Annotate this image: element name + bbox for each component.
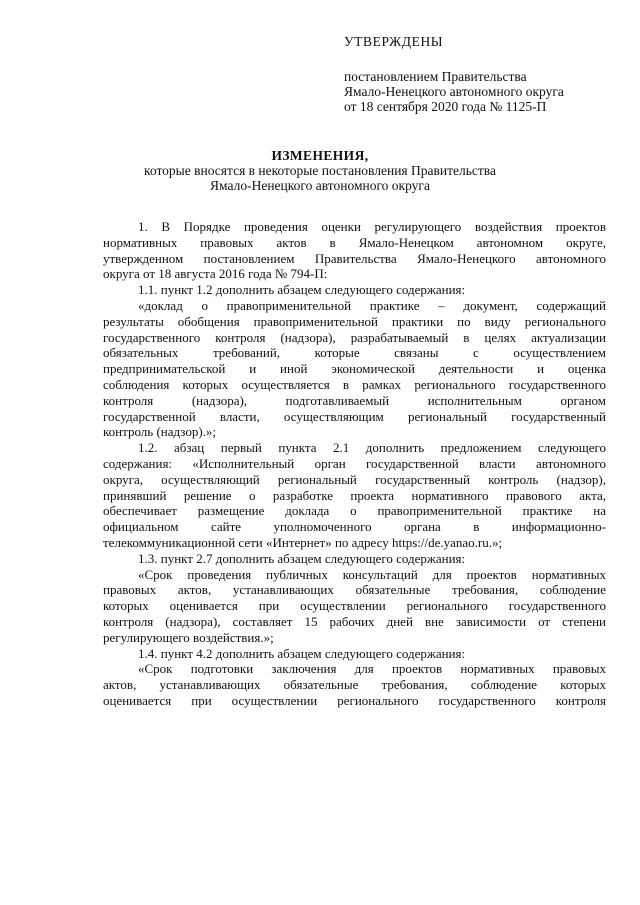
body-line: контроль (надзор).»; <box>103 424 217 440</box>
body-line: которых оценивается при осуществлении регионального государственного <box>103 598 606 614</box>
approval-stamp <box>344 34 564 114</box>
body-line: обязательных требований, которые связаны с осуществлением <box>103 345 606 361</box>
body-line: «Срок проведения публичных консультаций для проектов нормативных <box>138 566 606 582</box>
title-line: которые вносятся в некоторые постановления Правительства <box>144 163 496 178</box>
title-line: Ямало-Ненецкого автономного округа <box>210 178 430 193</box>
body-line: 1.4. пункт 4.2 дополнить абзацем следующего содержания: <box>138 645 466 661</box>
body-line: обеспечивает размещение доклада о правоприменительной практике на <box>103 503 606 519</box>
body-line: «доклад о правоприменительной практике – документ, содержащий <box>138 297 606 313</box>
body-line: актов, устанавливающих обязательные требования, соблюдение которых <box>103 677 606 693</box>
body-line: государственного контроля (надзора), разрабатываемый в целях актуализации <box>103 329 606 345</box>
title-heading: ИЗМЕНЕНИЯ, <box>271 148 369 163</box>
body-line: регулирующего воздействия.»; <box>103 629 274 645</box>
body-line: предпринимательской и иной экономической деятельности и оценка <box>103 361 606 377</box>
body-line: контроля (надзора), подготавливаемый исполнительным органом <box>103 392 606 408</box>
body-line: 1.1. пункт 1.2 дополнить абзацем следующего содержания: <box>138 282 466 298</box>
approval-line: постановлением Правительства <box>344 69 527 84</box>
body-line: официальном сайте уполномоченного органа в информационно- <box>103 519 606 535</box>
document-title <box>0 148 640 193</box>
body-line: принявший решение о разработке проекта нормативного правового акта, <box>103 487 606 503</box>
body-line: контроля (надзора), составляет 15 рабочих дней вне зависимости от степени <box>103 613 606 629</box>
body-line: нормативных правовых актов в Ямало-Ненецком автономном округе, <box>103 234 606 250</box>
body-line: содержания: «Исполнительный орган государственной власти автономного <box>103 455 606 471</box>
body-line: соблюдения которых осуществляется в рамках регионального государственного <box>103 376 606 392</box>
body-line: телекоммуникационной сети «Интернет» по адресу https://de.yanao.ru.»; <box>103 534 503 550</box>
body-line: 1. В Порядке проведения оценки регулирующего воздействия проектов <box>138 219 606 234</box>
body-line: округа, осуществляющий региональный государственный контроль (надзор), <box>103 471 606 487</box>
approval-line: Ямало-Ненецкого автономного округа <box>344 84 564 99</box>
body-line: утвержденном постановлением Правительства Ямало-Ненецкого автономного <box>103 250 606 266</box>
approval-title: УТВЕРЖДЕНЫ <box>344 34 444 49</box>
approval-line: от 18 сентября 2020 года № 1125-П <box>344 99 547 114</box>
body-line: «Срок подготовки заключения для проектов нормативных правовых <box>138 661 606 677</box>
body-line: результаты обобщения правоприменительной практики по виду регионального <box>103 313 606 329</box>
body-line: 1.3. пункт 2.7 дополнить абзацем следующего содержания: <box>138 550 466 566</box>
body-line: оценивается при осуществлении регионального государственного контроля <box>103 692 606 708</box>
document-body <box>103 219 606 709</box>
body-line: правовых актов, устанавливающих обязательные требования, соблюдение <box>103 582 606 598</box>
body-line: 1.2. абзац первый пункта 2.1 дополнить предложением следующего <box>138 440 606 456</box>
body-line: округа от 18 августа 2016 года № 794-П: <box>103 266 328 282</box>
body-line: государственной власти, осуществляющим региональный государственный <box>103 408 606 424</box>
